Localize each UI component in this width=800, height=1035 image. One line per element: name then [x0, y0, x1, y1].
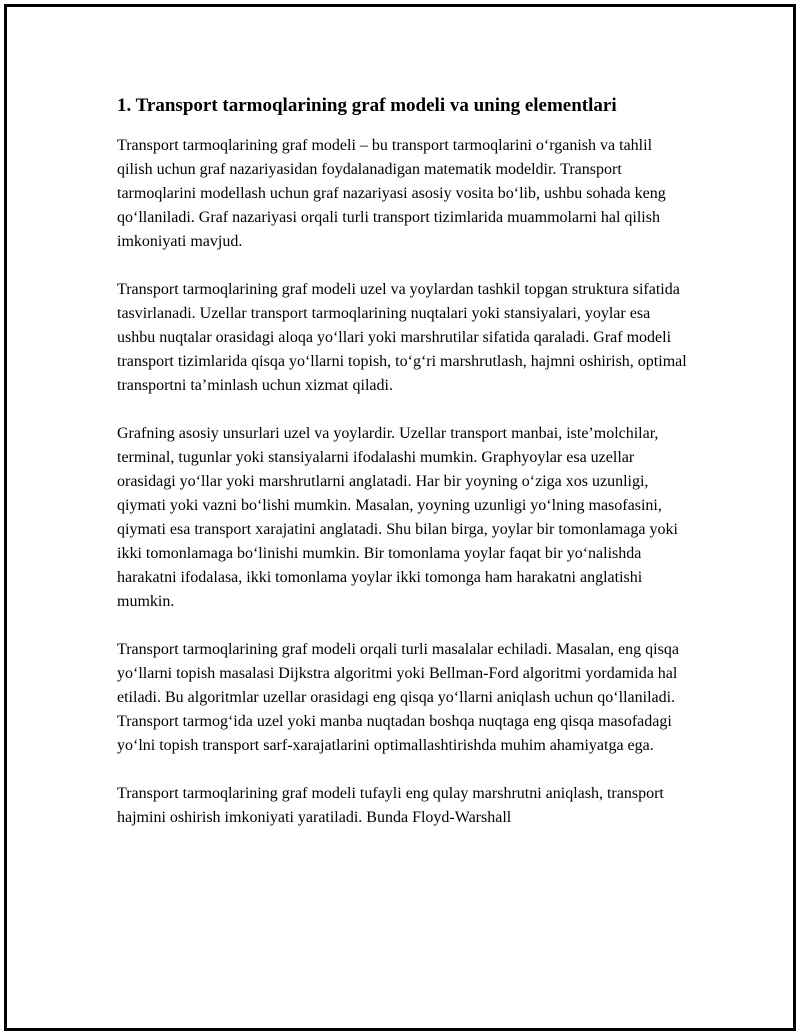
paragraph-algorithms: Transport tarmoqlarining graf modeli orqali turli masalalar echiladi. Masalan, eng qisqa yo‘llarni topish masalasi Dijkstra algoritmi yoki Bellman-Ford algoritmi yordamida hal etiladi. Bu algoritmlar uzellar orasidagi eng qisqa yo‘llarni aniqlash uchun qo‘llaniladi. Transport tarmog‘ida uzel yoki manba nuqtadan boshqa nuqtaga eng qisqa masofadagi yo‘lni topish transport sarf-xarajatlarini optimallashtirishda muhim ahamiyatga ega. — [117, 641, 679, 754]
paragraph-definition: Transport tarmoqlarining graf modeli – bu transport tarmoqlarini o‘rganish va tahlil qilish uchun graf nazariyasidan foydalanadigan matematik modeldir. Transport tarmoqlarini modellash uchun graf nazariyasi asosiy vosita bo‘lib, ushbu sohada keng qo‘llaniladi. Graf nazariyasi orqali turli transport tizimlarida muammolarni hal qilish imkoniyati mavjud. — [117, 137, 666, 250]
paragraph-routing: Transport tarmoqlarining graf modeli tufayli eng qulay marshrutni aniqlash, transport hajmini oshirish imkoniyati yaratiladi. Bunda Floyd-Warshall — [117, 785, 664, 826]
document-body — [117, 92, 687, 854]
paragraph-elements: Grafning asosiy unsurlari uzel va yoylardir. Uzellar transport manbai, iste’molchilar, terminal, tugunlar yoki stansiyalarni ifodalashi mumkin. Graphyoylar esa uzellar orasidagi yo‘llar yoki marshrutlarni anglatadi. Har bir yoyning o‘ziga xos uzunligi, qiymati yoki vazni bo‘lishi mumkin. Masalan, yoyning uzunligi yo‘lning masofasini, qiymati esa transport xarajatini anglatadi. Shu bilan birga, yoylar bir tomonlamaga yoki ikki tomonlamaga bo‘linishi mumkin. Bir tomonlama yoylar faqat bir yo‘nalishda harakatni ifodalasa, ikki tomonlama yoylar ikki tomonga ham harakatni anglatishi mumkin. — [117, 425, 678, 610]
section-heading: 1. Transport tarmoqlarining graf modeli va uning elementlari — [117, 95, 617, 116]
paragraph-structure: Transport tarmoqlarining graf modeli uzel va yoylardan tashkil topgan struktura sifatida tasvirlanadi. Uzellar transport tarmoqlarining nuqtalari yoki stansiyalari, yoylar esa ushbu nuqtalar orasidagi aloqa yo‘llari yoki marshrutilar sifatida qaraladi. Graf modeli transport tizimlarida qisqa yo‘llarni topish, to‘g‘ri marshrutlash, hajmni oshirish, optimal transportni ta’minlash uchun xizmat qiladi. — [117, 281, 687, 394]
